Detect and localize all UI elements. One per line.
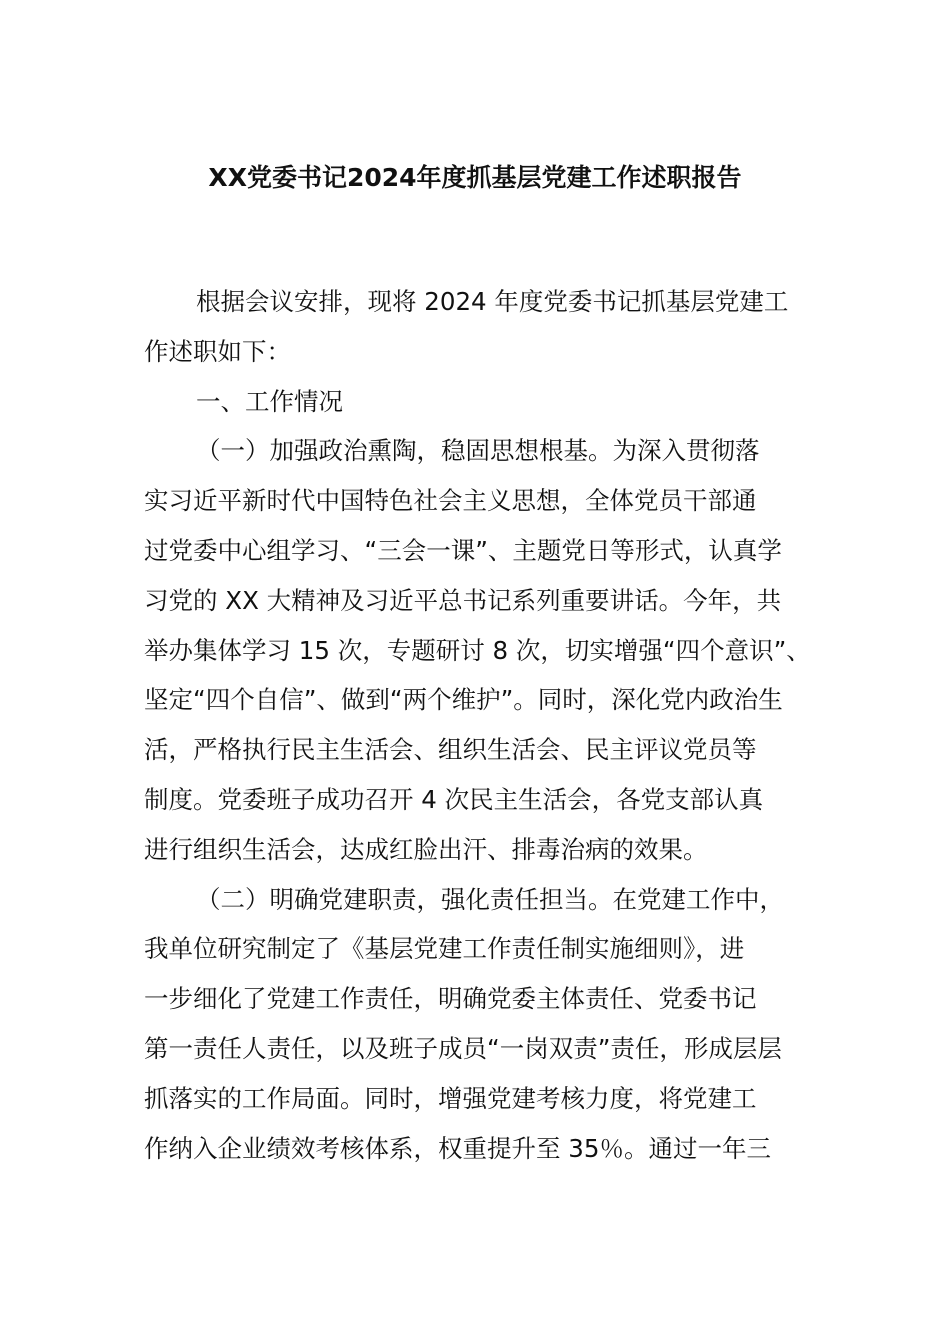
paragraph-line: 第一责任人责任，以及班子成员“一岗双责”责任，形成层层 xyxy=(144,1034,782,1063)
paragraph-line: 作纳入企业绩效考核体系，权重提升至 35％。通过一年三 xyxy=(144,1134,771,1163)
paragraph-line: 抓落实的工作局面。同时，增强党建考核力度，将党建工 xyxy=(144,1084,757,1113)
paragraph-line: 实习近平新时代中国特色社会主义思想，全体党员干部通 xyxy=(144,486,757,515)
paragraph-line: 根据会议安排，现将 2024 年度党委书记抓基层党建工 xyxy=(196,287,789,316)
paragraph-line: 举办集体学习 15 次，专题研讨 8 次，切实增强“四个意识”、 xyxy=(144,636,811,665)
paragraph-line: 制度。党委班子成功召开 4 次民主生活会，各党支部认真 xyxy=(144,785,764,814)
paragraph-line: （二）明确党建职责，强化责任担当。在党建工作中， xyxy=(196,885,784,914)
paragraph-line: 一步细化了党建工作责任，明确党委主体责任、党委书记 xyxy=(144,984,757,1013)
paragraph-line: 进行组织生活会，达成红脸出汗、排毒治病的效果。 xyxy=(144,835,708,864)
paragraph-line: 作述职如下： xyxy=(144,337,291,366)
section-heading: 一、工作情况 xyxy=(196,387,343,416)
paragraph-line: 坚定“四个自信”、做到“两个维护”。同时，深化党内政治生 xyxy=(144,685,783,714)
paragraph-line: 习党的 XX 大精神及习近平总书记系列重要讲话。今年，共 xyxy=(144,586,782,615)
paragraph-line: （一）加强政治熏陶，稳固思想根基。为深入贯彻落 xyxy=(196,436,760,465)
document-title: XX党委书记2024年度抓基层党建工作述职报告 xyxy=(208,163,742,192)
paragraph-line: 过党委中心组学习、“三会一课”、主题党日等形式，认真学 xyxy=(144,536,782,565)
paragraph-line: 我单位研究制定了《基层党建工作责任制实施细则》，进 xyxy=(144,934,745,963)
paragraph-line: 活，严格执行民主生活会、组织生活会、民主评议党员等 xyxy=(144,735,757,764)
